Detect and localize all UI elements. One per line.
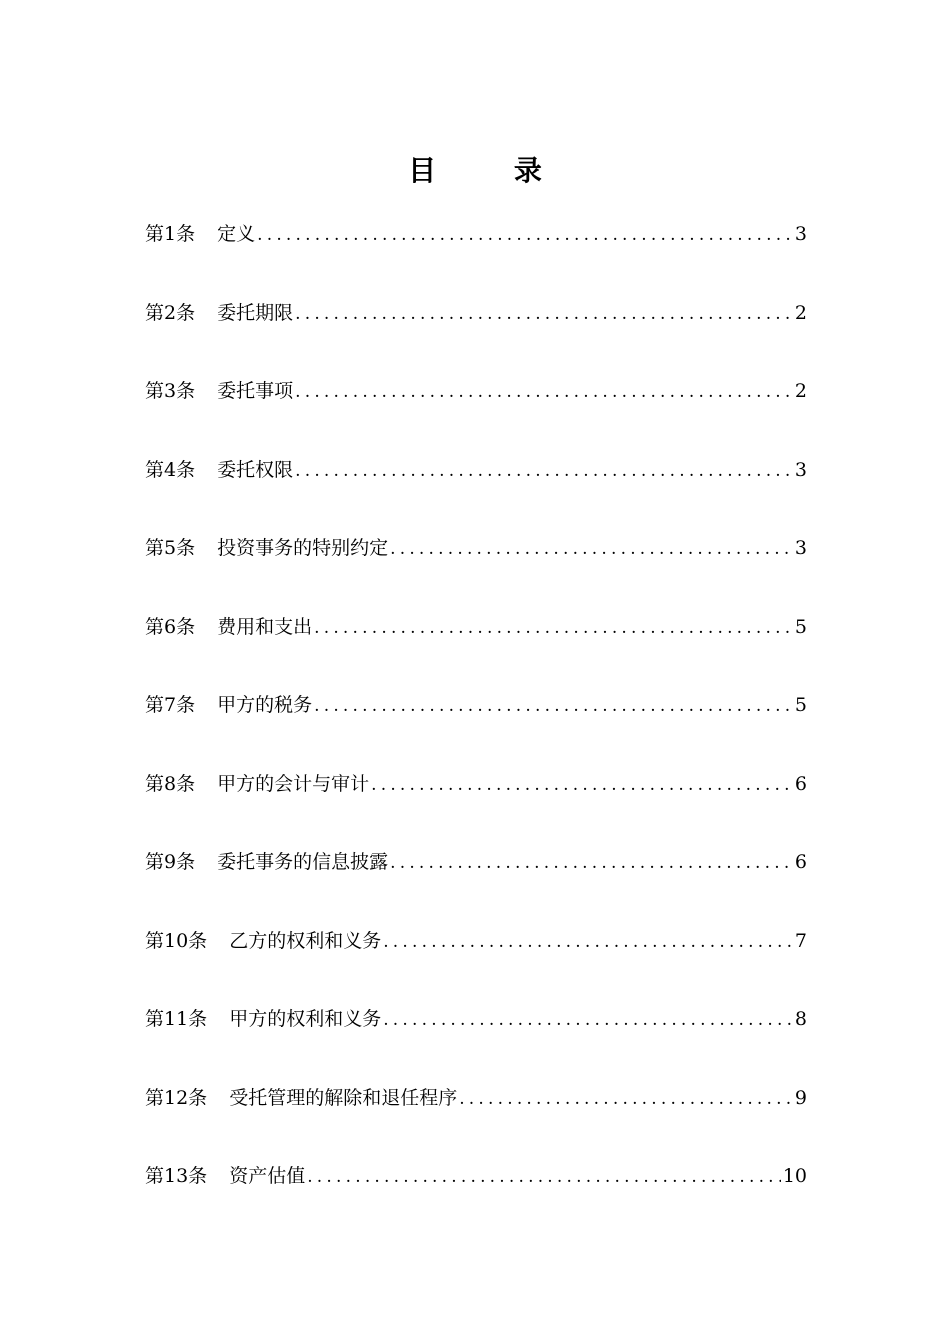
toc-entry-6[interactable] <box>145 609 807 688</box>
toc-dot-leader <box>371 767 793 803</box>
toc-entry-10[interactable] <box>145 923 807 1002</box>
toc-entry-number: 第5条 <box>145 537 196 559</box>
toc-entry-heading: 委托事项 <box>217 380 294 402</box>
toc-entry-13[interactable] <box>145 1158 807 1237</box>
toc-entry-heading: 受托管理的解除和退任程序 <box>229 1086 458 1109</box>
toc-entry-2[interactable] <box>145 295 807 374</box>
toc-entry-5[interactable] <box>145 530 807 609</box>
toc-dot-leader <box>295 453 793 489</box>
toc-entry-number: 第12条 <box>145 1086 208 1109</box>
toc-entry-heading: 甲方的税务 <box>217 694 313 716</box>
toc-entry-3[interactable] <box>145 373 807 452</box>
toc-entry-11[interactable] <box>145 1001 807 1080</box>
toc-dot-leader <box>257 217 793 253</box>
toc-entry-page: 3 <box>794 223 807 245</box>
toc-entry-heading: 费用和支出 <box>217 615 313 638</box>
toc-dot-leader <box>295 296 793 332</box>
toc-entry-page: 3 <box>794 537 807 559</box>
toc-entry-page: 8 <box>794 1008 807 1030</box>
toc-entry-9[interactable] <box>145 844 807 923</box>
toc-title: 目 录 <box>408 153 576 187</box>
toc-entry-heading: 委托事务的信息披露 <box>217 851 389 873</box>
toc-entry-number: 第11条 <box>145 1008 208 1030</box>
toc-entry-heading: 投资事务的特别约定 <box>217 537 389 559</box>
toc-entry-number: 第3条 <box>145 380 196 402</box>
toc-entry-number: 第13条 <box>145 1165 208 1187</box>
toc-entry-number: 第1条 <box>145 223 196 245</box>
toc-entry-heading: 乙方的权利和义务 <box>229 929 382 952</box>
toc-entry-heading: 资产估值 <box>229 1165 306 1187</box>
toc-entry-heading: 甲方的会计与审计 <box>217 772 370 795</box>
toc-entry-page: 6 <box>794 772 807 795</box>
toc-entry-7[interactable] <box>145 687 807 766</box>
toc-entry-12[interactable] <box>145 1080 807 1159</box>
toc-dot-leader <box>295 374 793 410</box>
toc-entry-page: 6 <box>794 851 807 873</box>
toc-entry-page: 7 <box>794 929 807 952</box>
toc-entry-page: 3 <box>794 458 807 481</box>
toc-entry-number: 第8条 <box>145 772 196 795</box>
toc-entry-heading: 委托权限 <box>217 458 294 481</box>
toc-entry-number: 第7条 <box>145 694 196 716</box>
toc-entry-page: 5 <box>794 615 807 638</box>
toc-entry-number: 第2条 <box>145 301 196 324</box>
toc-entry-page: 2 <box>794 301 807 324</box>
toc-entry-1[interactable] <box>145 216 807 295</box>
toc-dot-leader <box>383 924 793 960</box>
toc-entry-number: 第6条 <box>145 615 196 638</box>
toc-dot-leader <box>390 845 793 881</box>
toc-entry-page: 5 <box>794 694 807 716</box>
toc-entry-heading: 甲方的权利和义务 <box>229 1008 382 1030</box>
toc-dot-leader <box>383 1002 793 1038</box>
toc-entry-page: 2 <box>794 380 807 402</box>
toc-entry-heading: 委托期限 <box>217 301 294 324</box>
toc-entry-8[interactable] <box>145 766 807 845</box>
toc-dot-leader <box>314 610 793 646</box>
toc-dot-leader <box>459 1081 793 1117</box>
toc-entry-heading: 定义 <box>217 223 256 245</box>
toc-entry-4[interactable] <box>145 452 807 531</box>
toc-dot-leader <box>314 688 793 724</box>
toc-entry-number: 第9条 <box>145 851 196 873</box>
toc-entry-page: 10 <box>782 1165 807 1187</box>
table-of-contents <box>145 216 807 1237</box>
toc-dot-leader <box>390 531 793 567</box>
toc-dot-leader <box>307 1159 781 1195</box>
toc-entry-page: 9 <box>794 1086 807 1109</box>
toc-entry-number: 第10条 <box>145 929 208 952</box>
toc-entry-number: 第4条 <box>145 458 196 481</box>
